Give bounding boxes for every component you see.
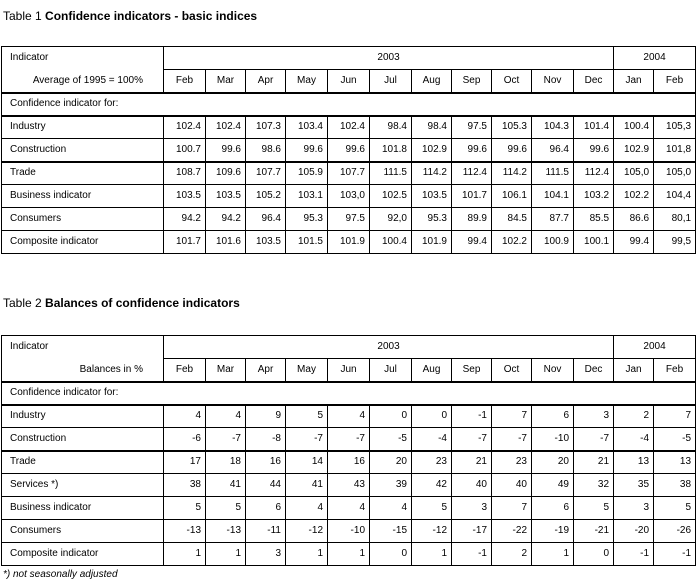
row-value: -7 xyxy=(328,428,370,451)
row-value: 87.7 xyxy=(532,208,574,231)
header-indicator-label: Indicator xyxy=(2,47,164,70)
table-row xyxy=(2,139,696,162)
table2-caption-title: Balances of confidence indicators xyxy=(45,296,240,310)
row-value: 99.6 xyxy=(492,139,532,162)
row-value: 86.6 xyxy=(614,208,654,231)
row-value: 40 xyxy=(452,474,492,497)
row-value: -20 xyxy=(614,520,654,543)
row-value: 105,3 xyxy=(654,116,696,139)
row-value: 7 xyxy=(492,405,532,428)
month-header: Jul xyxy=(370,359,412,382)
month-header: Nov xyxy=(532,70,574,93)
row-value: 94.2 xyxy=(164,208,206,231)
table2-footnote: *) not seasonally adjusted xyxy=(3,569,118,580)
row-value: 102.4 xyxy=(328,116,370,139)
row-value: -12 xyxy=(412,520,452,543)
row-value: 107.7 xyxy=(328,162,370,185)
row-value: 98.4 xyxy=(370,116,412,139)
row-value: -5 xyxy=(370,428,412,451)
row-value: 95.3 xyxy=(412,208,452,231)
row-value: 102.9 xyxy=(614,139,654,162)
row-value: -11 xyxy=(246,520,286,543)
table2-caption xyxy=(3,296,240,310)
row-value: 44 xyxy=(246,474,286,497)
row-value: 21 xyxy=(452,451,492,474)
row-value: 101.7 xyxy=(164,231,206,254)
header-row-years xyxy=(2,47,696,70)
row-value: 6 xyxy=(532,497,574,520)
row-value: 13 xyxy=(654,451,696,474)
row-value: 101,8 xyxy=(654,139,696,162)
row-value: 105,0 xyxy=(654,162,696,185)
table-row xyxy=(2,116,696,139)
row-value: 101.8 xyxy=(370,139,412,162)
row-value: 7 xyxy=(492,497,532,520)
row-value: 4 xyxy=(164,405,206,428)
row-value: 4 xyxy=(328,405,370,428)
row-value: 20 xyxy=(370,451,412,474)
month-header: Oct xyxy=(492,359,532,382)
row-value: 104.1 xyxy=(532,185,574,208)
row-value: 104.3 xyxy=(532,116,574,139)
row-value: 2 xyxy=(614,405,654,428)
row-value: 5 xyxy=(574,497,614,520)
row-value: -13 xyxy=(206,520,246,543)
row-value: 107.3 xyxy=(246,116,286,139)
row-value: -1 xyxy=(452,405,492,428)
row-value: 103.4 xyxy=(286,116,328,139)
row-value: 106.1 xyxy=(492,185,532,208)
table-row xyxy=(2,497,696,520)
row-value: -7 xyxy=(286,428,328,451)
header-sub-label: Average of 1995 = 100% xyxy=(2,70,164,93)
row-value: 5 xyxy=(206,497,246,520)
row-value: 0 xyxy=(574,543,614,566)
row-value: 102.4 xyxy=(164,116,206,139)
row-value: -1 xyxy=(654,543,696,566)
month-header: Aug xyxy=(412,359,452,382)
row-value: 3 xyxy=(452,497,492,520)
row-value: -19 xyxy=(532,520,574,543)
row-value: 1 xyxy=(206,543,246,566)
row-value: 102.9 xyxy=(412,139,452,162)
row-value: 99.6 xyxy=(286,139,328,162)
row-value: 101.9 xyxy=(328,231,370,254)
row-value: 41 xyxy=(206,474,246,497)
row-value: 89.9 xyxy=(452,208,492,231)
row-value: 13 xyxy=(614,451,654,474)
row-label: Trade xyxy=(2,162,164,185)
row-value: 111.5 xyxy=(370,162,412,185)
row-value: 103.2 xyxy=(574,185,614,208)
row-value: 99.4 xyxy=(614,231,654,254)
row-label: Services *) xyxy=(2,474,164,497)
row-value: -10 xyxy=(532,428,574,451)
row-label: Business indicator xyxy=(2,497,164,520)
row-value: 16 xyxy=(328,451,370,474)
row-label: Business indicator xyxy=(2,185,164,208)
row-label: Industry xyxy=(2,116,164,139)
row-label: Construction xyxy=(2,428,164,451)
row-value: 98.4 xyxy=(412,116,452,139)
row-value: 1 xyxy=(164,543,206,566)
row-value: 3 xyxy=(574,405,614,428)
month-header: Dec xyxy=(574,359,614,382)
row-value: 38 xyxy=(164,474,206,497)
row-value: 5 xyxy=(164,497,206,520)
row-value: 32 xyxy=(574,474,614,497)
row-value: 112.4 xyxy=(574,162,614,185)
row-value: 99.6 xyxy=(574,139,614,162)
month-header: Apr xyxy=(246,359,286,382)
row-value: -21 xyxy=(574,520,614,543)
row-value: 105.2 xyxy=(246,185,286,208)
month-header: May xyxy=(286,359,328,382)
row-value: -1 xyxy=(452,543,492,566)
row-value: 102.5 xyxy=(370,185,412,208)
month-header: Sep xyxy=(452,70,492,93)
row-value: 97.5 xyxy=(452,116,492,139)
header-year-2004: 2004 xyxy=(614,47,696,70)
row-value: 21 xyxy=(574,451,614,474)
row-value: 40 xyxy=(492,474,532,497)
row-value: 101.6 xyxy=(206,231,246,254)
row-value: 2 xyxy=(492,543,532,566)
row-value: 103.1 xyxy=(286,185,328,208)
month-header: Jun xyxy=(328,70,370,93)
row-value: 39 xyxy=(370,474,412,497)
section-label: Confidence indicator for: xyxy=(2,93,696,116)
row-value: -7 xyxy=(492,428,532,451)
row-value: 102.2 xyxy=(492,231,532,254)
row-value: 99.4 xyxy=(452,231,492,254)
row-value: 18 xyxy=(206,451,246,474)
row-value: 0 xyxy=(412,405,452,428)
month-header: Feb xyxy=(164,70,206,93)
row-value: 84.5 xyxy=(492,208,532,231)
table1 xyxy=(1,46,696,254)
row-value: 105.3 xyxy=(492,116,532,139)
row-value: 100.4 xyxy=(370,231,412,254)
row-value: 16 xyxy=(246,451,286,474)
month-header: Jan xyxy=(614,359,654,382)
month-header: Oct xyxy=(492,70,532,93)
row-value: -10 xyxy=(328,520,370,543)
row-value: -1 xyxy=(614,543,654,566)
row-value: 5 xyxy=(286,405,328,428)
table-row xyxy=(2,474,696,497)
row-label: Construction xyxy=(2,139,164,162)
row-value: 104,4 xyxy=(654,185,696,208)
month-header: Dec xyxy=(574,70,614,93)
row-value: 103.5 xyxy=(412,185,452,208)
row-value: 101.7 xyxy=(452,185,492,208)
row-value: 35 xyxy=(614,474,654,497)
row-value: 103.5 xyxy=(206,185,246,208)
table1-caption xyxy=(3,9,257,23)
table-row xyxy=(2,543,696,566)
row-value: 99,5 xyxy=(654,231,696,254)
row-value: 108.7 xyxy=(164,162,206,185)
table-row xyxy=(2,185,696,208)
header-row-years xyxy=(2,336,696,359)
month-header: Mar xyxy=(206,70,246,93)
row-value: 7 xyxy=(654,405,696,428)
row-value: 101.4 xyxy=(574,116,614,139)
row-value: 3 xyxy=(614,497,654,520)
row-value: 111.5 xyxy=(532,162,574,185)
row-value: 6 xyxy=(532,405,574,428)
header-row-months xyxy=(2,359,696,382)
row-value: 80,1 xyxy=(654,208,696,231)
row-value: 1 xyxy=(286,543,328,566)
row-value: 94.2 xyxy=(206,208,246,231)
row-value: -7 xyxy=(452,428,492,451)
row-value: 9 xyxy=(246,405,286,428)
table-row xyxy=(2,451,696,474)
row-value: 42 xyxy=(412,474,452,497)
row-value: 105,0 xyxy=(614,162,654,185)
row-label: Composite indicator xyxy=(2,543,164,566)
row-value: -5 xyxy=(654,428,696,451)
table1-caption-title: Confidence indicators - basic indices xyxy=(45,9,258,23)
header-indicator-label: Indicator xyxy=(2,336,164,359)
row-value: 102.2 xyxy=(614,185,654,208)
month-header: May xyxy=(286,70,328,93)
row-value: -15 xyxy=(370,520,412,543)
section-row xyxy=(2,382,696,405)
table-row xyxy=(2,231,696,254)
header-year-2004: 2004 xyxy=(614,336,696,359)
row-value: -7 xyxy=(206,428,246,451)
row-value: 99.6 xyxy=(206,139,246,162)
row-value: -4 xyxy=(412,428,452,451)
row-value: -7 xyxy=(574,428,614,451)
row-value: 4 xyxy=(206,405,246,428)
row-value: 96.4 xyxy=(246,208,286,231)
row-value: 1 xyxy=(328,543,370,566)
month-header: Feb xyxy=(164,359,206,382)
header-sub-label: Balances in % xyxy=(2,359,164,382)
month-header: Feb xyxy=(654,70,696,93)
row-value: 14 xyxy=(286,451,328,474)
row-value: 100.4 xyxy=(614,116,654,139)
row-value: 100.9 xyxy=(532,231,574,254)
row-value: 0 xyxy=(370,405,412,428)
row-value: 23 xyxy=(412,451,452,474)
table-row xyxy=(2,162,696,185)
month-header: Nov xyxy=(532,359,574,382)
row-value: 99.6 xyxy=(328,139,370,162)
row-value: 5 xyxy=(654,497,696,520)
row-value: 49 xyxy=(532,474,574,497)
row-value: -26 xyxy=(654,520,696,543)
row-label: Consumers xyxy=(2,208,164,231)
row-value: 102.4 xyxy=(206,116,246,139)
row-value: 95.3 xyxy=(286,208,328,231)
row-label: Composite indicator xyxy=(2,231,164,254)
month-header: Apr xyxy=(246,70,286,93)
row-value: 109.6 xyxy=(206,162,246,185)
row-value: 38 xyxy=(654,474,696,497)
month-header: Jun xyxy=(328,359,370,382)
row-value: 4 xyxy=(370,497,412,520)
table2 xyxy=(1,335,696,566)
table-row xyxy=(2,208,696,231)
row-value: 99.6 xyxy=(452,139,492,162)
row-value: 20 xyxy=(532,451,574,474)
row-value: 92,0 xyxy=(370,208,412,231)
row-label: Industry xyxy=(2,405,164,428)
month-header: Jul xyxy=(370,70,412,93)
row-value: 103.5 xyxy=(246,231,286,254)
section-label: Confidence indicator for: xyxy=(2,382,696,405)
row-value: -6 xyxy=(164,428,206,451)
row-value: 107.7 xyxy=(246,162,286,185)
row-value: 4 xyxy=(328,497,370,520)
row-label: Consumers xyxy=(2,520,164,543)
header-year-2003: 2003 xyxy=(164,336,614,359)
section-row xyxy=(2,93,696,116)
header-year-2003: 2003 xyxy=(164,47,614,70)
row-value: 100.1 xyxy=(574,231,614,254)
row-value: 96.4 xyxy=(532,139,574,162)
row-value: 4 xyxy=(286,497,328,520)
row-value: 101.9 xyxy=(412,231,452,254)
row-label: Trade xyxy=(2,451,164,474)
row-value: 43 xyxy=(328,474,370,497)
row-value: -22 xyxy=(492,520,532,543)
month-header: Jan xyxy=(614,70,654,93)
row-value: 5 xyxy=(412,497,452,520)
row-value: -13 xyxy=(164,520,206,543)
row-value: 101.5 xyxy=(286,231,328,254)
row-value: 97.5 xyxy=(328,208,370,231)
row-value: 112.4 xyxy=(452,162,492,185)
row-value: 1 xyxy=(532,543,574,566)
row-value: 0 xyxy=(370,543,412,566)
table2-caption-prefix: Table 2 xyxy=(3,296,42,310)
row-value: 1 xyxy=(412,543,452,566)
month-header: Mar xyxy=(206,359,246,382)
month-header: Aug xyxy=(412,70,452,93)
row-value: 103,0 xyxy=(328,185,370,208)
row-value: 114.2 xyxy=(492,162,532,185)
row-value: 41 xyxy=(286,474,328,497)
row-value: -12 xyxy=(286,520,328,543)
table-row xyxy=(2,428,696,451)
row-value: 17 xyxy=(164,451,206,474)
month-header: Sep xyxy=(452,359,492,382)
row-value: 3 xyxy=(246,543,286,566)
row-value: 23 xyxy=(492,451,532,474)
table1-caption-prefix: Table 1 xyxy=(3,9,42,23)
row-value: 105.9 xyxy=(286,162,328,185)
row-value: 6 xyxy=(246,497,286,520)
row-value: -4 xyxy=(614,428,654,451)
month-header: Feb xyxy=(654,359,696,382)
row-value: 85.5 xyxy=(574,208,614,231)
row-value: 103.5 xyxy=(164,185,206,208)
header-row-months xyxy=(2,70,696,93)
row-value: 100.7 xyxy=(164,139,206,162)
row-value: 98.6 xyxy=(246,139,286,162)
row-value: -8 xyxy=(246,428,286,451)
table-row xyxy=(2,405,696,428)
row-value: 114.2 xyxy=(412,162,452,185)
row-value: -17 xyxy=(452,520,492,543)
table-row xyxy=(2,520,696,543)
